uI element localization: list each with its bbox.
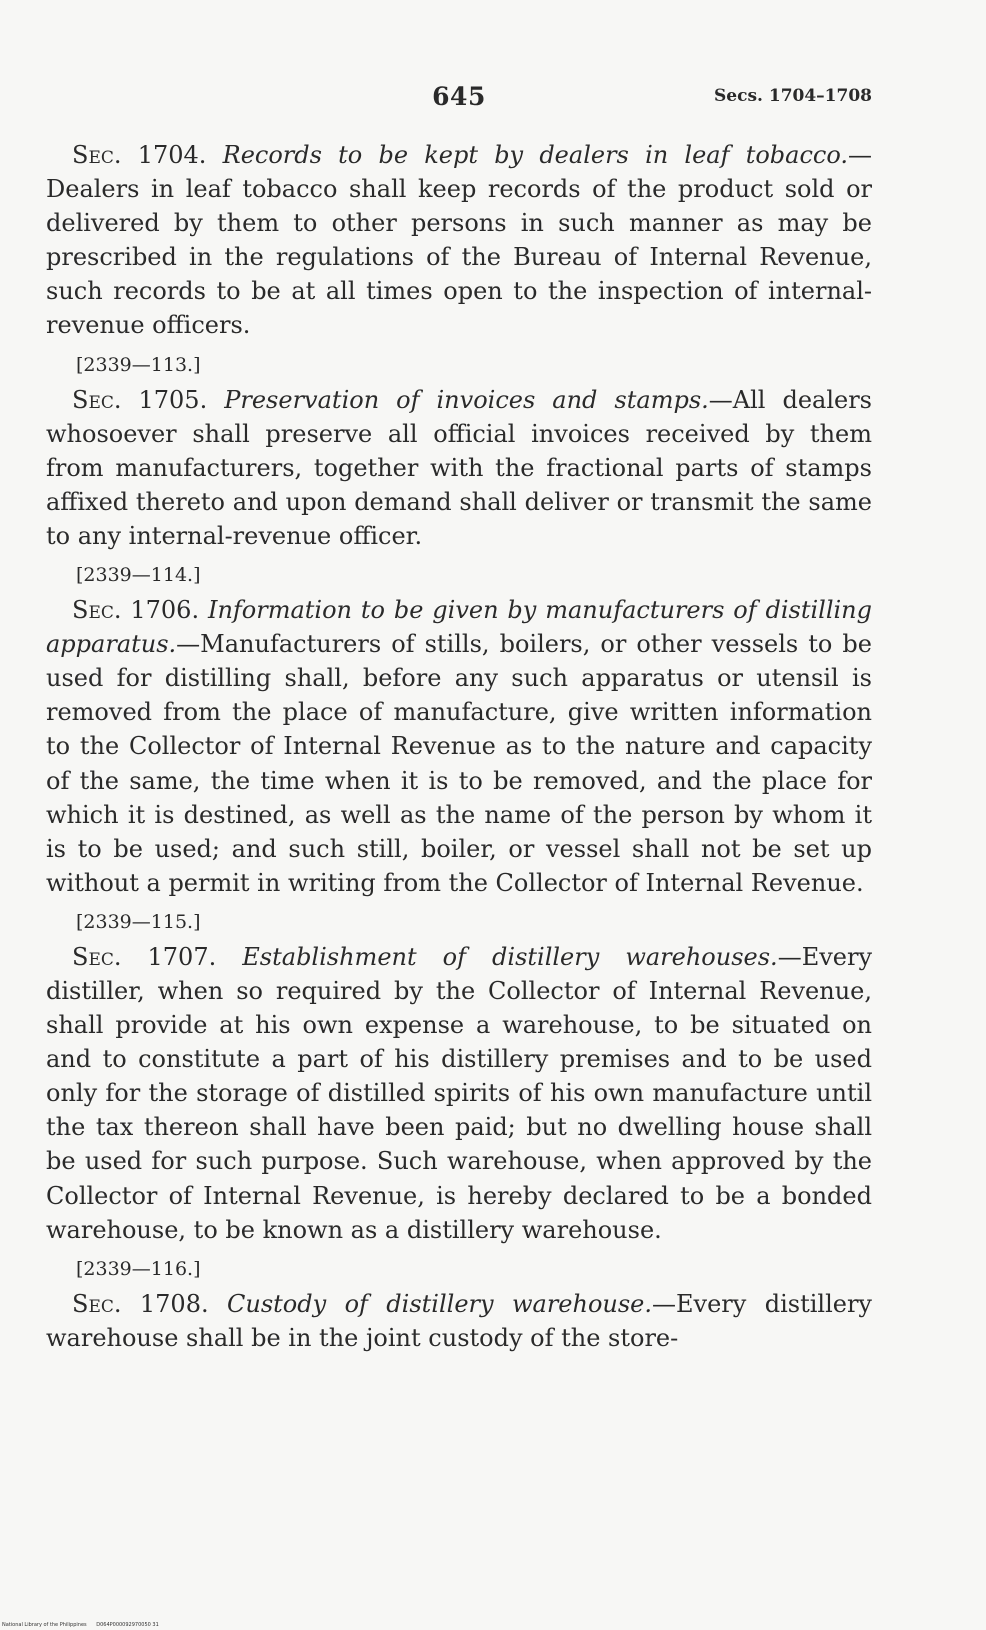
running-head: Secs. 1704–1708 bbox=[714, 86, 872, 106]
section-1706 bbox=[46, 593, 872, 900]
section-1707 bbox=[46, 940, 872, 1247]
section-citation: [2339—115.] bbox=[76, 910, 201, 933]
section-heading: Preservation of invoices and stamps. bbox=[224, 385, 709, 414]
section-text: —Dealers in leaf tobacco shall keep records of the product sold or delivered by them to other persons in such manner as may be prescribed in the regulations of the Bureau of Internal Revenue, such records to be at all times open to the inspection of internal-revenue officers. bbox=[46, 141, 872, 340]
section-label: Sec. 1705. bbox=[72, 385, 208, 414]
section-label: Sec. 1704. bbox=[72, 141, 207, 169]
footer-identifier: D064P000092970050 31 bbox=[96, 1622, 159, 1628]
section-text: —Manufacturers of stills, boilers, or other vessels to be used for distilling shall, before any such apparatus or utensil is removed from the place of manufacture, give written information to the Collector of Internal Revenue as to the nature and capacity of the same, the time when it is to be removed, and the place for which it is destined, as well as the name of the person by whom it is to be used; and such still, boiler, or vessel shall not be set up without a permit in writing from the Collector of Internal Revenue. bbox=[46, 630, 872, 897]
section-heading: Information to be given by manufacturers of distilling apparatus. bbox=[46, 596, 873, 659]
section-1708 bbox=[46, 1287, 872, 1355]
section-1704 bbox=[46, 138, 872, 343]
section-citation: [2339—116.] bbox=[76, 1257, 201, 1280]
section-citation: [2339—113.] bbox=[76, 353, 201, 376]
section-label: Sec. 1706. bbox=[72, 596, 200, 625]
body-text bbox=[46, 138, 872, 1355]
section-text: —Every distillery warehouse shall be in the joint custody of the store- bbox=[46, 1289, 872, 1352]
section-text: —Every distiller, when so required by the Collector of Internal Revenue, shall provide at his own expense a warehouse, to be situated on and to constitute a part of his distillery premises and to be used only for the storage of distilled spirits of his own manufacture until the tax thereon shall have been paid; but no dwelling house shall be used for such purpose. Such warehouse, when approved by the Collector of Internal Revenue, is hereby declared to be a bonded warehouse, to be known as a distillery warehouse. bbox=[46, 942, 872, 1244]
section-text: —All dealers whosoever shall preserve all official invoices received by them from manufacturers, together with the fractional parts of stamps affixed thereto and upon demand shall deliver or transmit the same to any internal-revenue officer. bbox=[46, 385, 873, 550]
section-heading: Establishment of distillery warehouses. bbox=[242, 942, 778, 971]
scan-footer bbox=[2, 1622, 167, 1628]
section-label: Sec. 1707. bbox=[72, 942, 217, 971]
page-header bbox=[46, 82, 872, 116]
section-label: Sec. 1708. bbox=[72, 1289, 209, 1318]
section-heading: Custody of distillery warehouse. bbox=[227, 1289, 653, 1318]
section-heading: Records to be kept by dealers in leaf tobacco. bbox=[222, 141, 848, 169]
footer-library: National Library of the Philippines bbox=[2, 1622, 87, 1628]
section-citation: [2339—114.] bbox=[76, 564, 201, 587]
page-number: 645 bbox=[432, 82, 486, 111]
section-1705 bbox=[46, 383, 872, 553]
